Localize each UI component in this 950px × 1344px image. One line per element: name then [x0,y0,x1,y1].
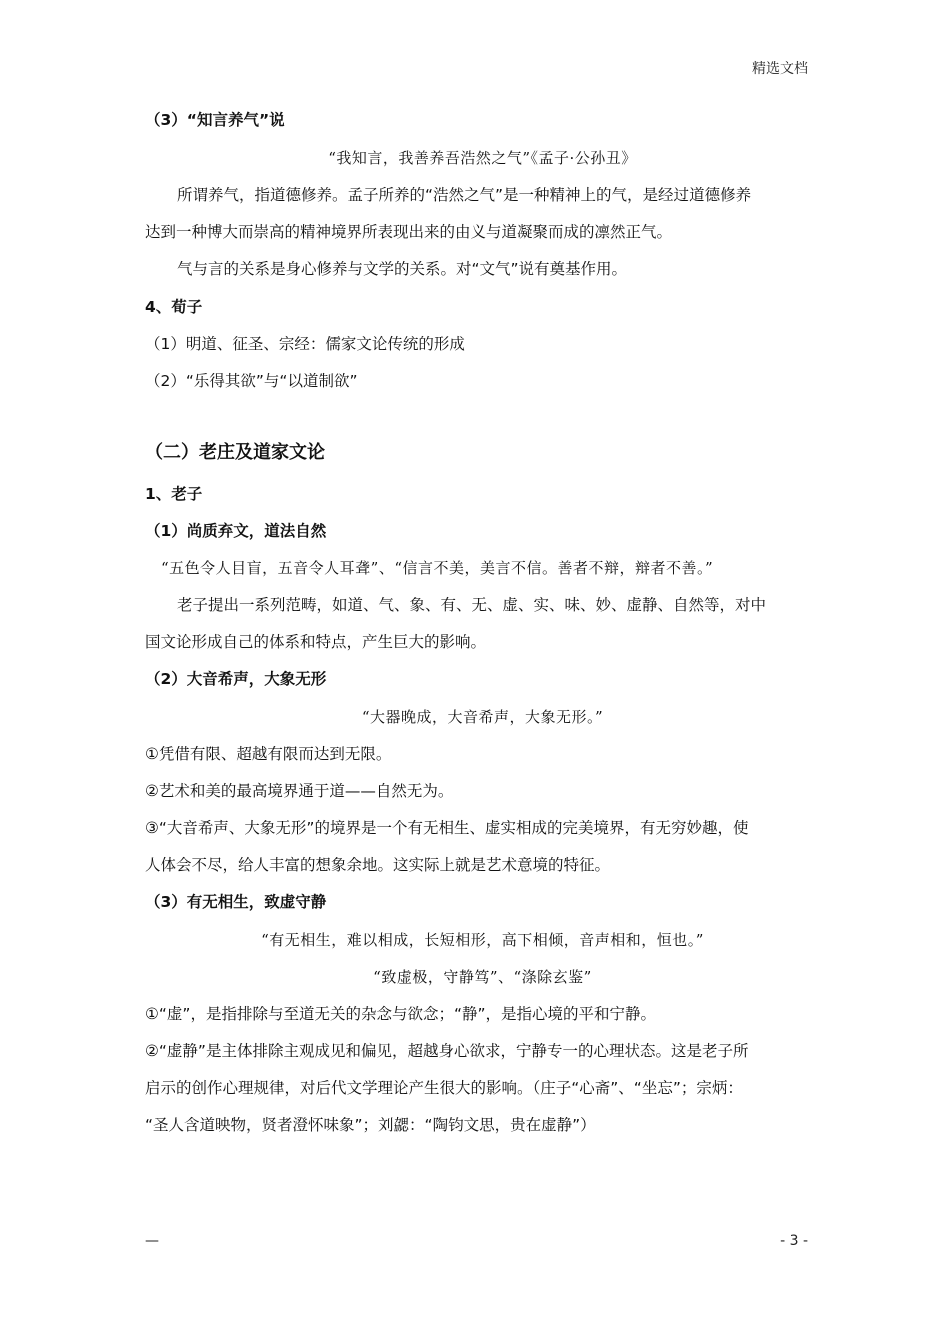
quote-youwu: “有无相生，难以相成，长短相形，高下相倾，音声相和，恒也。” [261,931,704,949]
heading-zhiyan-yangqi: （3）“知言养气”说 [145,111,285,129]
xujing-point-2-line-3: “圣人含道映物，贤者澄怀味象”；刘勰：“陶钧文思，贵在虚静”） [145,1116,596,1134]
paragraph-yangqi-line-1: 所谓养气，指道德修养。孟子所养的“浩然之气”是一种精神上的气，是经过道德修养 [177,186,752,204]
footer-dash: — [145,1233,159,1249]
xujing-point-2-line-2: 启示的创作心理规律，对后代文学理论产生很大的影响。（庄子“心斋”、“坐忘”；宗炳： [145,1079,743,1097]
xujing-point-2-line-1: ②“虚静”是主体排除主观成见和偏见，超越身心欲求，宁静专一的心理状态。这是老子所 [145,1042,749,1060]
footer-page-number: - 3 - [780,1233,808,1249]
xunzi-item-2: （2）“乐得其欲”与“以道制欲” [145,372,358,390]
quote-daqi: “大器晚成，大音希声，大象无形。” [361,708,604,726]
paragraph-laozi-line-1: 老子提出一系列范畴，如道、气、象、有、无、虚、实、味、妙、虚静、自然等，对中 [177,596,767,614]
dayin-point-3-line-1: ③“大音希声、大象无形”的境界是一个有无相生、虚实相成的完美境界，有无穷妙趣，使 [145,819,749,837]
quote-zhixu: “致虚极，守静笃”、“涤除玄鉴” [373,968,592,986]
paragraph-qi-yu-yan: 气与言的关系是身心修养与文学的关系。对“文气”说有奠基作用。 [177,260,628,278]
quote-mengzi: “我知言，我善养吾浩然之气”《孟子·公孙丑》 [328,149,637,167]
paragraph-yangqi-line-2: 达到一种博大而崇高的精神境界所表现出来的由义与道凝聚而成的凛然正气。 [145,223,673,241]
xunzi-item-1: （1）明道、征圣、宗经：儒家文论传统的形成 [145,335,465,353]
heading-laozi: 1、老子 [145,485,203,503]
header-mark: 精选文档 [752,61,808,77]
heading-youwu-xiangsheng: （3）有无相生，致虚守静 [145,893,327,911]
xujing-point-1: ①“虚”，是指排除与至道无关的杂念与欲念；“静”，是指心境的平和宁静。 [145,1005,657,1023]
dayin-point-1: ①凭借有限、超越有限而达到无限。 [145,745,392,763]
paragraph-laozi-line-2: 国文论形成自己的体系和特点，产生巨大的影响。 [145,633,487,651]
heading-xunzi: 4、荀子 [145,298,203,316]
heading-shangzhi-qiwen: （1）尚质弃文，道法自然 [145,522,327,540]
quote-wuse: “五色令人目盲，五音令人耳聋”、“信言不美，美言不信。善者不辩，辩者不善。” [161,559,714,577]
dayin-point-2: ②艺术和美的最高境界通于道——自然无为。 [145,782,454,800]
heading-dayin-xisheng: （2）大音希声，大象无形 [145,670,327,688]
dayin-point-3-line-2: 人体会不尽，给人丰富的想象余地。这实际上就是艺术意境的特征。 [145,856,611,874]
section-title-laozhuang: （二）老庄及道家文论 [145,442,325,463]
